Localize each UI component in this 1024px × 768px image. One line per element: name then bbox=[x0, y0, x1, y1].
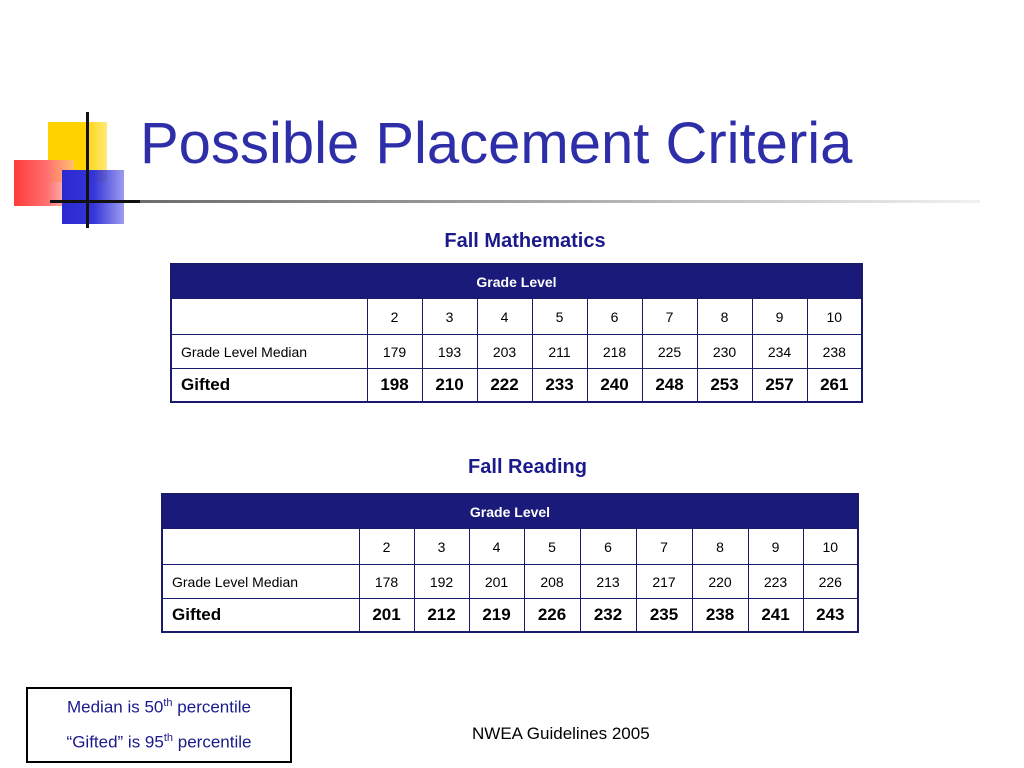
gifted-note-suffix: percentile bbox=[173, 732, 252, 752]
math-grade-cell: 6 bbox=[587, 299, 642, 335]
vertical-rule-decoration bbox=[86, 112, 89, 228]
math-grade-row bbox=[171, 299, 862, 335]
reading-median-cell: 208 bbox=[524, 565, 580, 599]
reading-median-cell: 192 bbox=[414, 565, 469, 599]
percentile-note-box bbox=[26, 687, 292, 763]
math-grade-cell: 9 bbox=[752, 299, 807, 335]
reading-grade-cell: 5 bbox=[524, 529, 580, 565]
math-gifted-cell: 261 bbox=[807, 369, 862, 403]
math-table bbox=[170, 263, 863, 403]
reading-grade-cell: 7 bbox=[636, 529, 692, 565]
math-grade-cell: 5 bbox=[532, 299, 587, 335]
reading-gifted-cell: 235 bbox=[636, 599, 692, 633]
blue-square-decoration bbox=[62, 170, 124, 224]
reading-grade-row-label bbox=[162, 529, 359, 565]
math-median-cell: 179 bbox=[367, 335, 422, 369]
reading-gifted-row bbox=[162, 599, 858, 633]
math-median-cell: 218 bbox=[587, 335, 642, 369]
reading-median-cell: 226 bbox=[803, 565, 858, 599]
math-median-label: Grade Level Median bbox=[171, 335, 367, 369]
math-median-cell: 203 bbox=[477, 335, 532, 369]
math-gifted-row bbox=[171, 369, 862, 403]
math-gifted-cell: 233 bbox=[532, 369, 587, 403]
reading-grade-cell: 2 bbox=[359, 529, 414, 565]
title-underline bbox=[120, 200, 980, 203]
math-median-row bbox=[171, 335, 862, 369]
math-median-cell: 238 bbox=[807, 335, 862, 369]
reading-gifted-label: Gifted bbox=[162, 599, 359, 633]
reading-gifted-cell: 232 bbox=[580, 599, 636, 633]
reading-grade-cell: 9 bbox=[748, 529, 803, 565]
horizontal-rule-decoration bbox=[50, 200, 140, 203]
reading-table bbox=[161, 493, 859, 633]
math-median-cell: 225 bbox=[642, 335, 697, 369]
math-gifted-cell: 240 bbox=[587, 369, 642, 403]
median-note bbox=[28, 697, 290, 718]
math-median-cell: 230 bbox=[697, 335, 752, 369]
math-gifted-cell: 257 bbox=[752, 369, 807, 403]
math-gifted-cell: 248 bbox=[642, 369, 697, 403]
reading-median-cell: 217 bbox=[636, 565, 692, 599]
median-note-text: Median is 50 bbox=[66, 697, 164, 717]
reading-gifted-cell: 201 bbox=[359, 599, 414, 633]
reading-grade-row bbox=[162, 529, 858, 565]
math-median-cell: 234 bbox=[752, 335, 807, 369]
reading-gifted-cell: 219 bbox=[469, 599, 524, 633]
reading-grade-cell: 4 bbox=[469, 529, 524, 565]
reading-median-cell: 178 bbox=[359, 565, 414, 599]
reading-median-cell: 201 bbox=[469, 565, 524, 599]
math-gifted-cell: 198 bbox=[367, 369, 422, 403]
reading-median-cell: 220 bbox=[692, 565, 748, 599]
reading-grade-cell: 3 bbox=[414, 529, 469, 565]
math-grade-level-banner: Grade Level bbox=[171, 264, 862, 299]
gifted-note-text: “Gifted” is 95 bbox=[66, 732, 164, 752]
reading-gifted-cell: 212 bbox=[414, 599, 469, 633]
math-gifted-cell: 253 bbox=[697, 369, 752, 403]
math-median-cell: 193 bbox=[422, 335, 477, 369]
reading-grade-cell: 6 bbox=[580, 529, 636, 565]
reading-gifted-cell: 243 bbox=[803, 599, 858, 633]
reading-grade-cell: 10 bbox=[803, 529, 858, 565]
median-note-sup: th bbox=[163, 697, 173, 709]
math-median-cell: 211 bbox=[532, 335, 587, 369]
math-grade-cell: 4 bbox=[477, 299, 532, 335]
reading-grade-level-banner: Grade Level bbox=[162, 494, 858, 529]
reading-gifted-cell: 226 bbox=[524, 599, 580, 633]
reading-grade-cell: 8 bbox=[692, 529, 748, 565]
reading-heading: Fall Reading bbox=[468, 456, 587, 478]
math-grade-cell: 2 bbox=[367, 299, 422, 335]
math-gifted-cell: 222 bbox=[477, 369, 532, 403]
reading-gifted-cell: 238 bbox=[692, 599, 748, 633]
math-heading: Fall Mathematics bbox=[444, 230, 606, 252]
math-gifted-cell: 210 bbox=[422, 369, 477, 403]
reading-median-row bbox=[162, 565, 858, 599]
source-citation: NWEA Guidelines 2005 bbox=[472, 724, 650, 743]
median-note-suffix: percentile bbox=[172, 697, 251, 717]
gifted-note-sup: th bbox=[163, 732, 174, 744]
slide-title: Possible Placement Criteria bbox=[140, 111, 853, 176]
math-grade-cell: 7 bbox=[642, 299, 697, 335]
gifted-note bbox=[28, 732, 290, 753]
math-grade-cell: 10 bbox=[807, 299, 862, 335]
math-grade-cell: 8 bbox=[697, 299, 752, 335]
reading-median-label: Grade Level Median bbox=[162, 565, 359, 599]
math-grade-cell: 3 bbox=[422, 299, 477, 335]
math-grade-row-label bbox=[171, 299, 367, 335]
reading-gifted-cell: 241 bbox=[748, 599, 803, 633]
reading-median-cell: 213 bbox=[580, 565, 636, 599]
reading-median-cell: 223 bbox=[748, 565, 803, 599]
math-gifted-label: Gifted bbox=[171, 369, 367, 403]
